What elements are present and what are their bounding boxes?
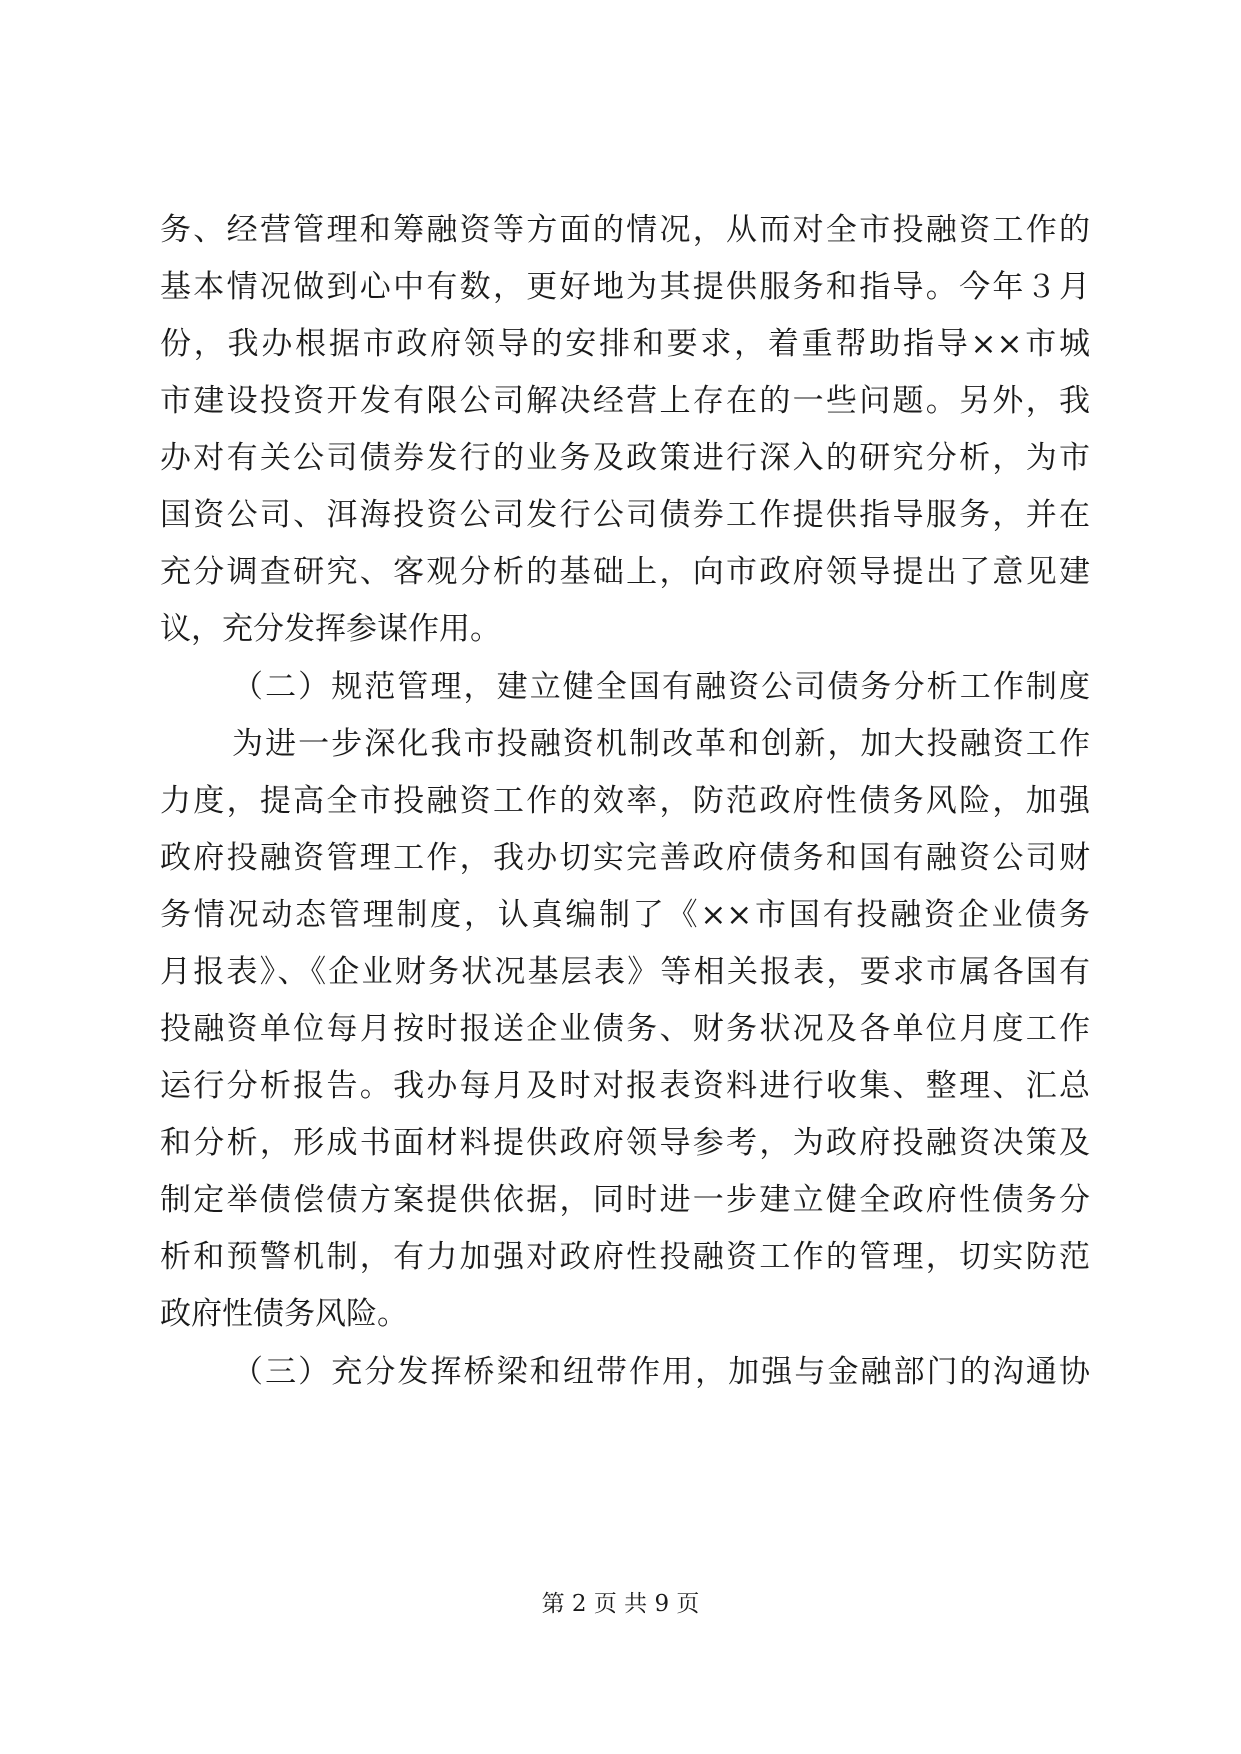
paragraph-line: 政府投融资管理工作，我办切实完善政府债务和国有融资公司财 [160, 840, 1090, 876]
paragraph-line: 办对有关公司债券发行的业务及政策进行深入的研究分析，为市 [160, 440, 1090, 476]
section-heading: （三）充分发挥桥梁和纽带作用，加强与金融部门的沟通协 [232, 1354, 1090, 1390]
paragraph-line: 市建设投资开发有限公司解决经营上存在的一些问题。另外，我 [160, 383, 1090, 419]
page-number-footer: 第 2 页 共 9 页 [541, 1591, 700, 1617]
section-heading: （二）规范管理，建立健全国有融资公司债务分析工作制度 [232, 669, 1090, 705]
paragraph-line: 制定举债偿债方案提供依据，同时进一步建立健全政府性债务分 [160, 1182, 1090, 1218]
paragraph-line: 为进一步深化我市投融资机制改革和创新，加大投融资工作 [232, 726, 1090, 762]
paragraph-line: 力度，提高全市投融资工作的效率，防范政府性债务风险，加强 [160, 783, 1090, 819]
paragraph-line: 政府性债务风险。 [160, 1296, 408, 1332]
paragraph-line: 基本情况做到心中有数，更好地为其提供服务和指导。今年３月 [160, 269, 1090, 305]
paragraph-line: 运行分析报告。我办每月及时对报表资料进行收集、整理、汇总 [160, 1068, 1090, 1104]
paragraph-line: 份，我办根据市政府领导的安排和要求，着重帮助指导××市城 [160, 326, 1090, 362]
paragraph-line: 充分调查研究、客观分析的基础上，向市政府领导提出了意见建 [160, 554, 1090, 590]
paragraph-line: 议，充分发挥参谋作用。 [160, 611, 501, 647]
paragraph-line: 析和预警机制，有力加强对政府性投融资工作的管理，切实防范 [160, 1239, 1090, 1275]
paragraph-line: 月报表》、《企业财务状况基层表》等相关报表，要求市属各国有 [160, 954, 1090, 990]
paragraph-line: 务、经营管理和筹融资等方面的情况，从而对全市投融资工作的 [160, 212, 1090, 248]
paragraph-line: 务情况动态管理制度，认真编制了《××市国有投融资企业债务 [160, 897, 1090, 933]
paragraph-line: 国资公司、洱海投资公司发行公司债券工作提供指导服务，并在 [160, 497, 1090, 533]
paragraph-line: 投融资单位每月按时报送企业债务、财务状况及各单位月度工作 [160, 1011, 1090, 1047]
paragraph-line: 和分析，形成书面材料提供政府领导参考，为政府投融资决策及 [160, 1125, 1090, 1161]
